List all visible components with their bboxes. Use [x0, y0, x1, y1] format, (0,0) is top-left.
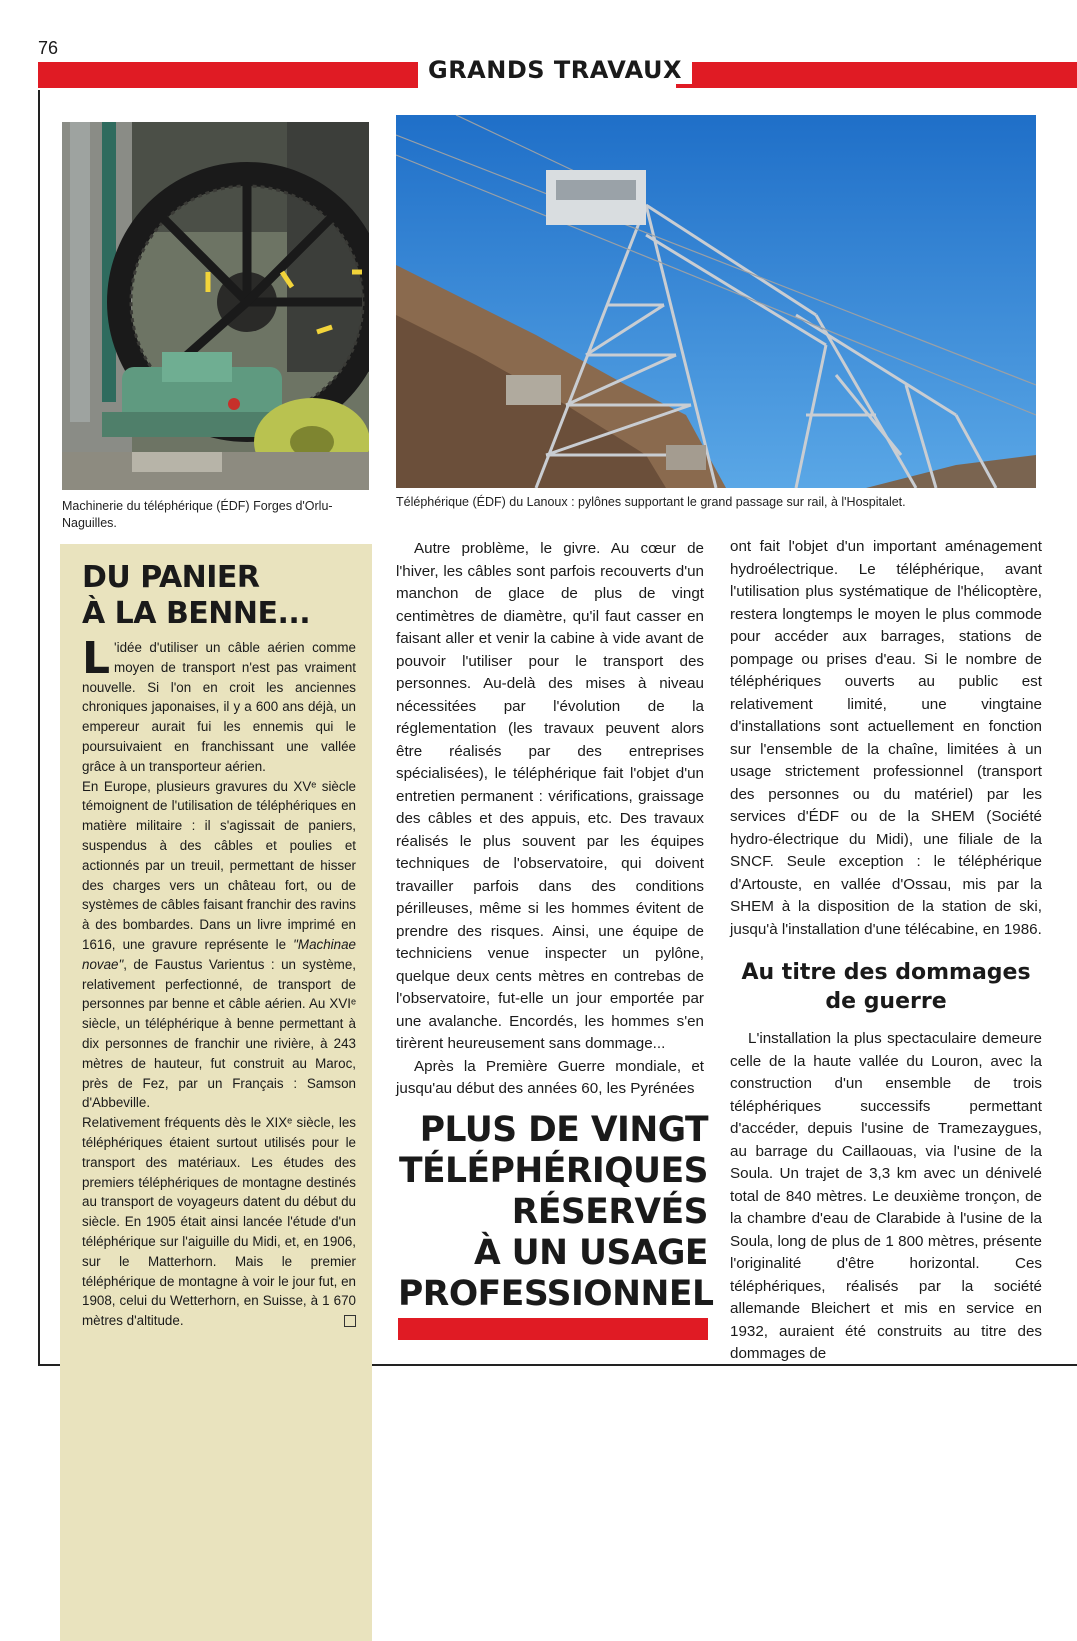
sidebar-box [60, 544, 372, 1641]
section-header: GRANDS TRAVAUX [418, 56, 692, 84]
subheading-line-1: Au titre des dommages [741, 960, 1031, 985]
subheading-line-2: de guerre [825, 989, 947, 1014]
column-right-bottom [730, 1028, 1042, 1366]
sidebar-paragraph-1-text: 'idée d'utiliser un câble aérien comme moyen de transport n'est pas vraiment nouvelle. Si l'on en croit les anciennes chroniques japonaises, il y a 600 ans déjà, un empereur aurait fui les ennemis qui le poursuivaient en franchissant une vallée grâce à un transporteur aérien. [82, 640, 356, 774]
pull-quote-line-3: RÉSERVÉS [511, 1192, 708, 1232]
pull-quote-line-1: PLUS DE VINGT [419, 1110, 708, 1150]
pull-quote-line-5: PROFESSIONNEL [398, 1274, 714, 1314]
dropcap-letter: L [82, 633, 111, 684]
column-right-subheading [730, 958, 1042, 1016]
pull-quote-line-2: TÉLÉPHÉRIQUES [398, 1151, 708, 1191]
column-right-top [730, 536, 1042, 941]
pull-quote [398, 1110, 714, 1315]
sidebar-paragraph-2-text-a: En Europe, plusieurs gravures du XVᵉ siècle témoignent de l'utilisation de téléphériques en matière militaire : il s'agissait de paniers, suspendus à des câbles et poulies et actionnés par un treuil, permettant de hisser des charges vers un château fort, ou de systèmes de câbles faisant franchir des ravins à des bombardes. Dans un livre imprimé en 1616, une gravure représente le [82, 778, 356, 952]
column-middle-paragraph-2: Après la Première Guerre mondiale, et jusqu'au début des années 60, les Pyrénées [396, 1057, 704, 1097]
photo-machinery [62, 122, 369, 490]
machinery-illustration [62, 122, 369, 490]
column-middle-paragraph-1: Autre problème, le givre. Au cœur de l'hiver, les câbles sont parfois recouverts d'un manchon de glace de plus de vingt centimètres de diamètre, qu'il faut casser en faisant aller et venir la cabine à vide avant de pouvoir l'utiliser pour le transport des personnes. Au-delà des mises à niveau nécessitées par l'évolution de la réglementation (les travaux peuvent alors être réalisés par des entreprises spécialisées), le téléphérique fait l'objet d'un entretien permanent : vérifications, graissage des câbles et des appuis, etc. Des travaux réalisés le plus souvent par les équipes techniques de l'observatoire, qui doivent travailler parfois dans des conditions périlleuses, même si les hommes évitent de prendre des risques. Ainsi, une équipe de techniciens venue inspecter un pylône, quelque deux cents mètres en contrebas de l'observatoire, fut-elle un jour emportée par une avalanche. Encordés, les hommes s'en tirèrent heureusement sans dommage... [396, 540, 704, 1052]
sidebar-paragraph-2-text-b: , de Faustus Varientus : un système, relativement perfectionné, de transport de personnes par benne et câble aérien. Au XVIᵉ siècle, un téléphérique à benne permettant à dix personnes de franchir une rivière, à 243 mètres de hauteur, fut construit au Maroc, près de Fez, par un Français : Samson d'Abbeville. [82, 956, 356, 1111]
photo-pylons-caption: Téléphérique (ÉDF) du Lanoux : pylônes supportant le grand passage sur rail, à l'Hospitalet. [396, 495, 906, 509]
photo-pylons [396, 115, 1036, 488]
column-right-paragraph-1: ont fait l'objet d'un important aménagement hydroélectrique. Le téléphérique, avant l'utilisation plus systématique de l'hélicoptère, restera longtemps le moyen le plus commode pour accéder aux barrages, stations de pompage ou prises d'eau. Si le nombre de téléphériques ouverts au public est relativement limité, une vingtaine d'installations sont actuellement en fonction sur l'ensemble de la chaîne, limitées à un usage strictement professionnel (transport des personnes ou du matériel) par les services d'ÉDF ou de la SHEM (Société hydro-électrique du Midi), une filiale de la SNCF. Seule exception : le téléphérique d'Artouste, en vallée d'Ossau, mis par la SHEM à la disposition de la station de ski, jusqu'à l'installation d'une télécabine, en 1986. [730, 538, 1042, 938]
sidebar-title-line-2: À LA BENNE... [82, 596, 311, 631]
end-of-article-square-icon [344, 1315, 356, 1327]
sidebar-title [82, 560, 356, 632]
sidebar-italic-title: "Machinae novae" [82, 936, 356, 972]
frame-left-rule [38, 90, 40, 1366]
sidebar-paragraph-3 [82, 1113, 356, 1331]
header-bar-left [38, 62, 418, 88]
column-right-paragraph-2: L'installation la plus spectaculaire demeure celle de la haute vallée du Louron, avec la construction d'un ensemble de trois téléphériques successifs permettant d'accéder, depuis l'usine de Tramezaygues, au barrage du Caillaouas, via l'usine de la Soula. Un trajet de 3,3 km avec un dénivelé total de 840 mètres. Le deuxième tronçon, de la chambre d'eau de Clarabide à l'usine de la Soula, long de plus de 1 800 mètres, présente l'originalité d'être horizontal. Ces téléphériques, réalisés par la société allemande Bleichert et mis en service en 1932, auraient été construits au titre des dommages de [730, 1030, 1042, 1362]
sidebar-paragraph-3-text: Relativement fréquents dès le XIXᵉ siècle, les téléphériques étaient surtout utilisés pour le transport des matériaux. Les études des premiers téléphériques de montagne destinés au transport de voyageurs datent du début du siècle. En 1905 était ainsi lancée l'étude d'un téléphérique sur l'aiguille du Midi, et, en 1906, sur le Matterhorn. Mais le premier téléphérique de montagne à voir le jour fut, en 1908, celui du Wetterhorn, en Suisse, à 1 670 mètres d'altitude. [82, 1115, 356, 1329]
pull-quote-line-4: À UN USAGE [473, 1233, 708, 1273]
column-middle [396, 538, 704, 1101]
sidebar-paragraph-2 [82, 777, 356, 1114]
header-bar-right [676, 62, 1077, 88]
pylons-illustration [396, 115, 1036, 488]
pull-quote-red-bar [398, 1318, 708, 1340]
photo-machinery-caption: Machinerie du téléphérique (ÉDF) Forges d'Orlu-Naguilles. [62, 499, 333, 530]
sidebar-title-line-1: DU PANIER [82, 560, 260, 595]
sidebar-body [82, 633, 356, 1331]
page-number: 76 [38, 38, 59, 58]
sidebar-paragraph-1 [82, 633, 356, 777]
